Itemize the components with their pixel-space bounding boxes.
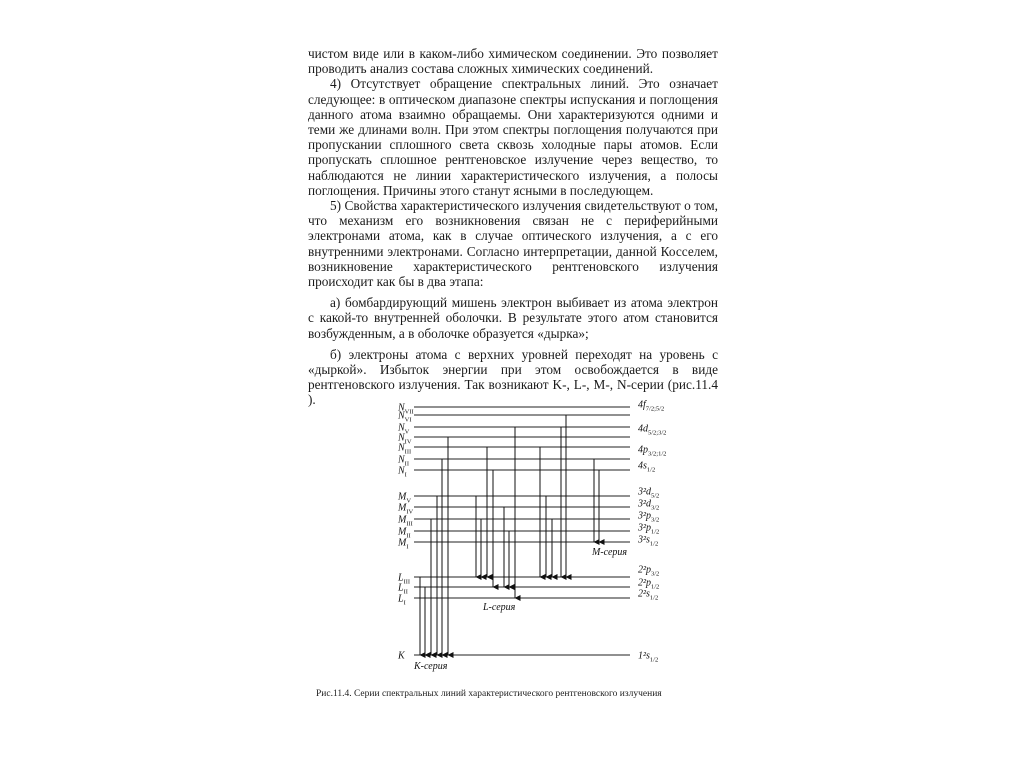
left-level-label: $N_{III}$ (398, 442, 412, 456)
left-level-label: $N_I$ (398, 465, 407, 479)
paragraph-1: чистом виде или в каком-либо химическом соединении. Это позволяет проводить анализ состава сложных химических соединений. (308, 46, 718, 77)
left-level-label: $M_{III}$ (398, 514, 413, 528)
right-level-label: $1^2s_{1/2}$ (638, 650, 659, 664)
right-level-label: $3^2d_{5/2}$ (638, 486, 660, 500)
energy-level-diagram (380, 385, 710, 685)
right-level-label: $3^2d_{3/2}$ (638, 498, 660, 512)
right-level-label: $4d_{5/2;3/2}$ (638, 423, 667, 437)
left-level-labels (397, 403, 414, 662)
left-level-label: $N_{II}$ (398, 454, 410, 468)
right-level-label: $2^2s_{1/2}$ (638, 588, 659, 602)
left-level-label: $N_V$ (398, 422, 410, 436)
body-text (308, 46, 718, 408)
paragraph-4: а) бомбардирующий мишень электрон выбивает из атома электрон с какой-то внутренней оболочки. В результате этого атом становится возбужденным, а в оболочке образуется «дырка»; (308, 295, 718, 341)
right-level-label: $4s_{1/2}$ (638, 460, 656, 474)
left-level-label: $M_{II}$ (398, 526, 411, 540)
k-series-label: K-серия (414, 661, 448, 672)
left-level-label: $M_V$ (398, 491, 412, 505)
left-level-label: $N_{VII}$ (398, 402, 414, 416)
l-series-label: L-серия (483, 602, 516, 613)
left-level-label: $L_I$ (398, 593, 406, 607)
left-level-label: $M_{IV}$ (398, 502, 414, 516)
left-level-label: $M_I$ (398, 537, 409, 551)
left-level-label: K (398, 650, 405, 662)
right-level-label: $3^2p_{1/2}$ (638, 522, 660, 536)
left-level-label: $L_{II}$ (398, 582, 408, 596)
right-level-label: $3^2p_{3/2}$ (638, 510, 660, 524)
figure-caption: Рис.11.4. Серии спектральных линий характеристического рентгеновского излучения (316, 689, 662, 699)
right-level-labels (637, 400, 666, 664)
paragraph-2: 4) Отсутствует обращение спектральных линий. Это означает следующее: в оптическом диапазоне спектры испускания и поглощения данного атома взаимно обращаемы. Они характеризуются одними и теми же длинами волн. При этом спектры поглощения получаются при пропускании сплошного света сквозь холодные пары атомов. Если пропускать сплошное рентгеновское излучение через вещество, то наблюдаются не линии характеристического излучения, а полосы поглощения. Причины этого станут ясными в последующем. (308, 76, 718, 198)
left-level-label: $L_{III}$ (398, 572, 411, 586)
right-level-label: $3^2s_{1/2}$ (638, 534, 659, 548)
left-level-label: $N_{IV}$ (398, 432, 412, 446)
right-level-label: $2^2p_{3/2}$ (638, 564, 660, 578)
paragraph-3: 5) Свойства характеристического излучения свидетельствуют о том, что механизм его возникновения связан не с периферийными электронами атома, как в случае оптического излучения, а с его внутренними электронами. Согласно интерпретации, данной Косселем, возникновение характеристического рентгеновского излучения происходит как бы в два этапа: (308, 198, 718, 290)
left-level-label: $N_{VI}$ (398, 410, 412, 424)
paragraph-5: б) электроны атома с верхних уровней переходят на уровень с «дыркой». Избыток энергии при этом освобождается в виде рентгеновского излучения. Так возникают K-, L-, M-, N-серии (рис.11.4 ). (308, 346, 718, 408)
right-level-label: $4f_{7/2;5/2}$ (638, 399, 665, 413)
diagram-svg (380, 385, 710, 685)
right-level-label: $2^2p_{1/2}$ (638, 577, 660, 591)
level-lines (414, 407, 630, 655)
transition-arrows (420, 415, 599, 655)
m-series-label: M-серия (592, 547, 628, 558)
right-level-label: $4p_{3/2;1/2}$ (638, 444, 667, 458)
